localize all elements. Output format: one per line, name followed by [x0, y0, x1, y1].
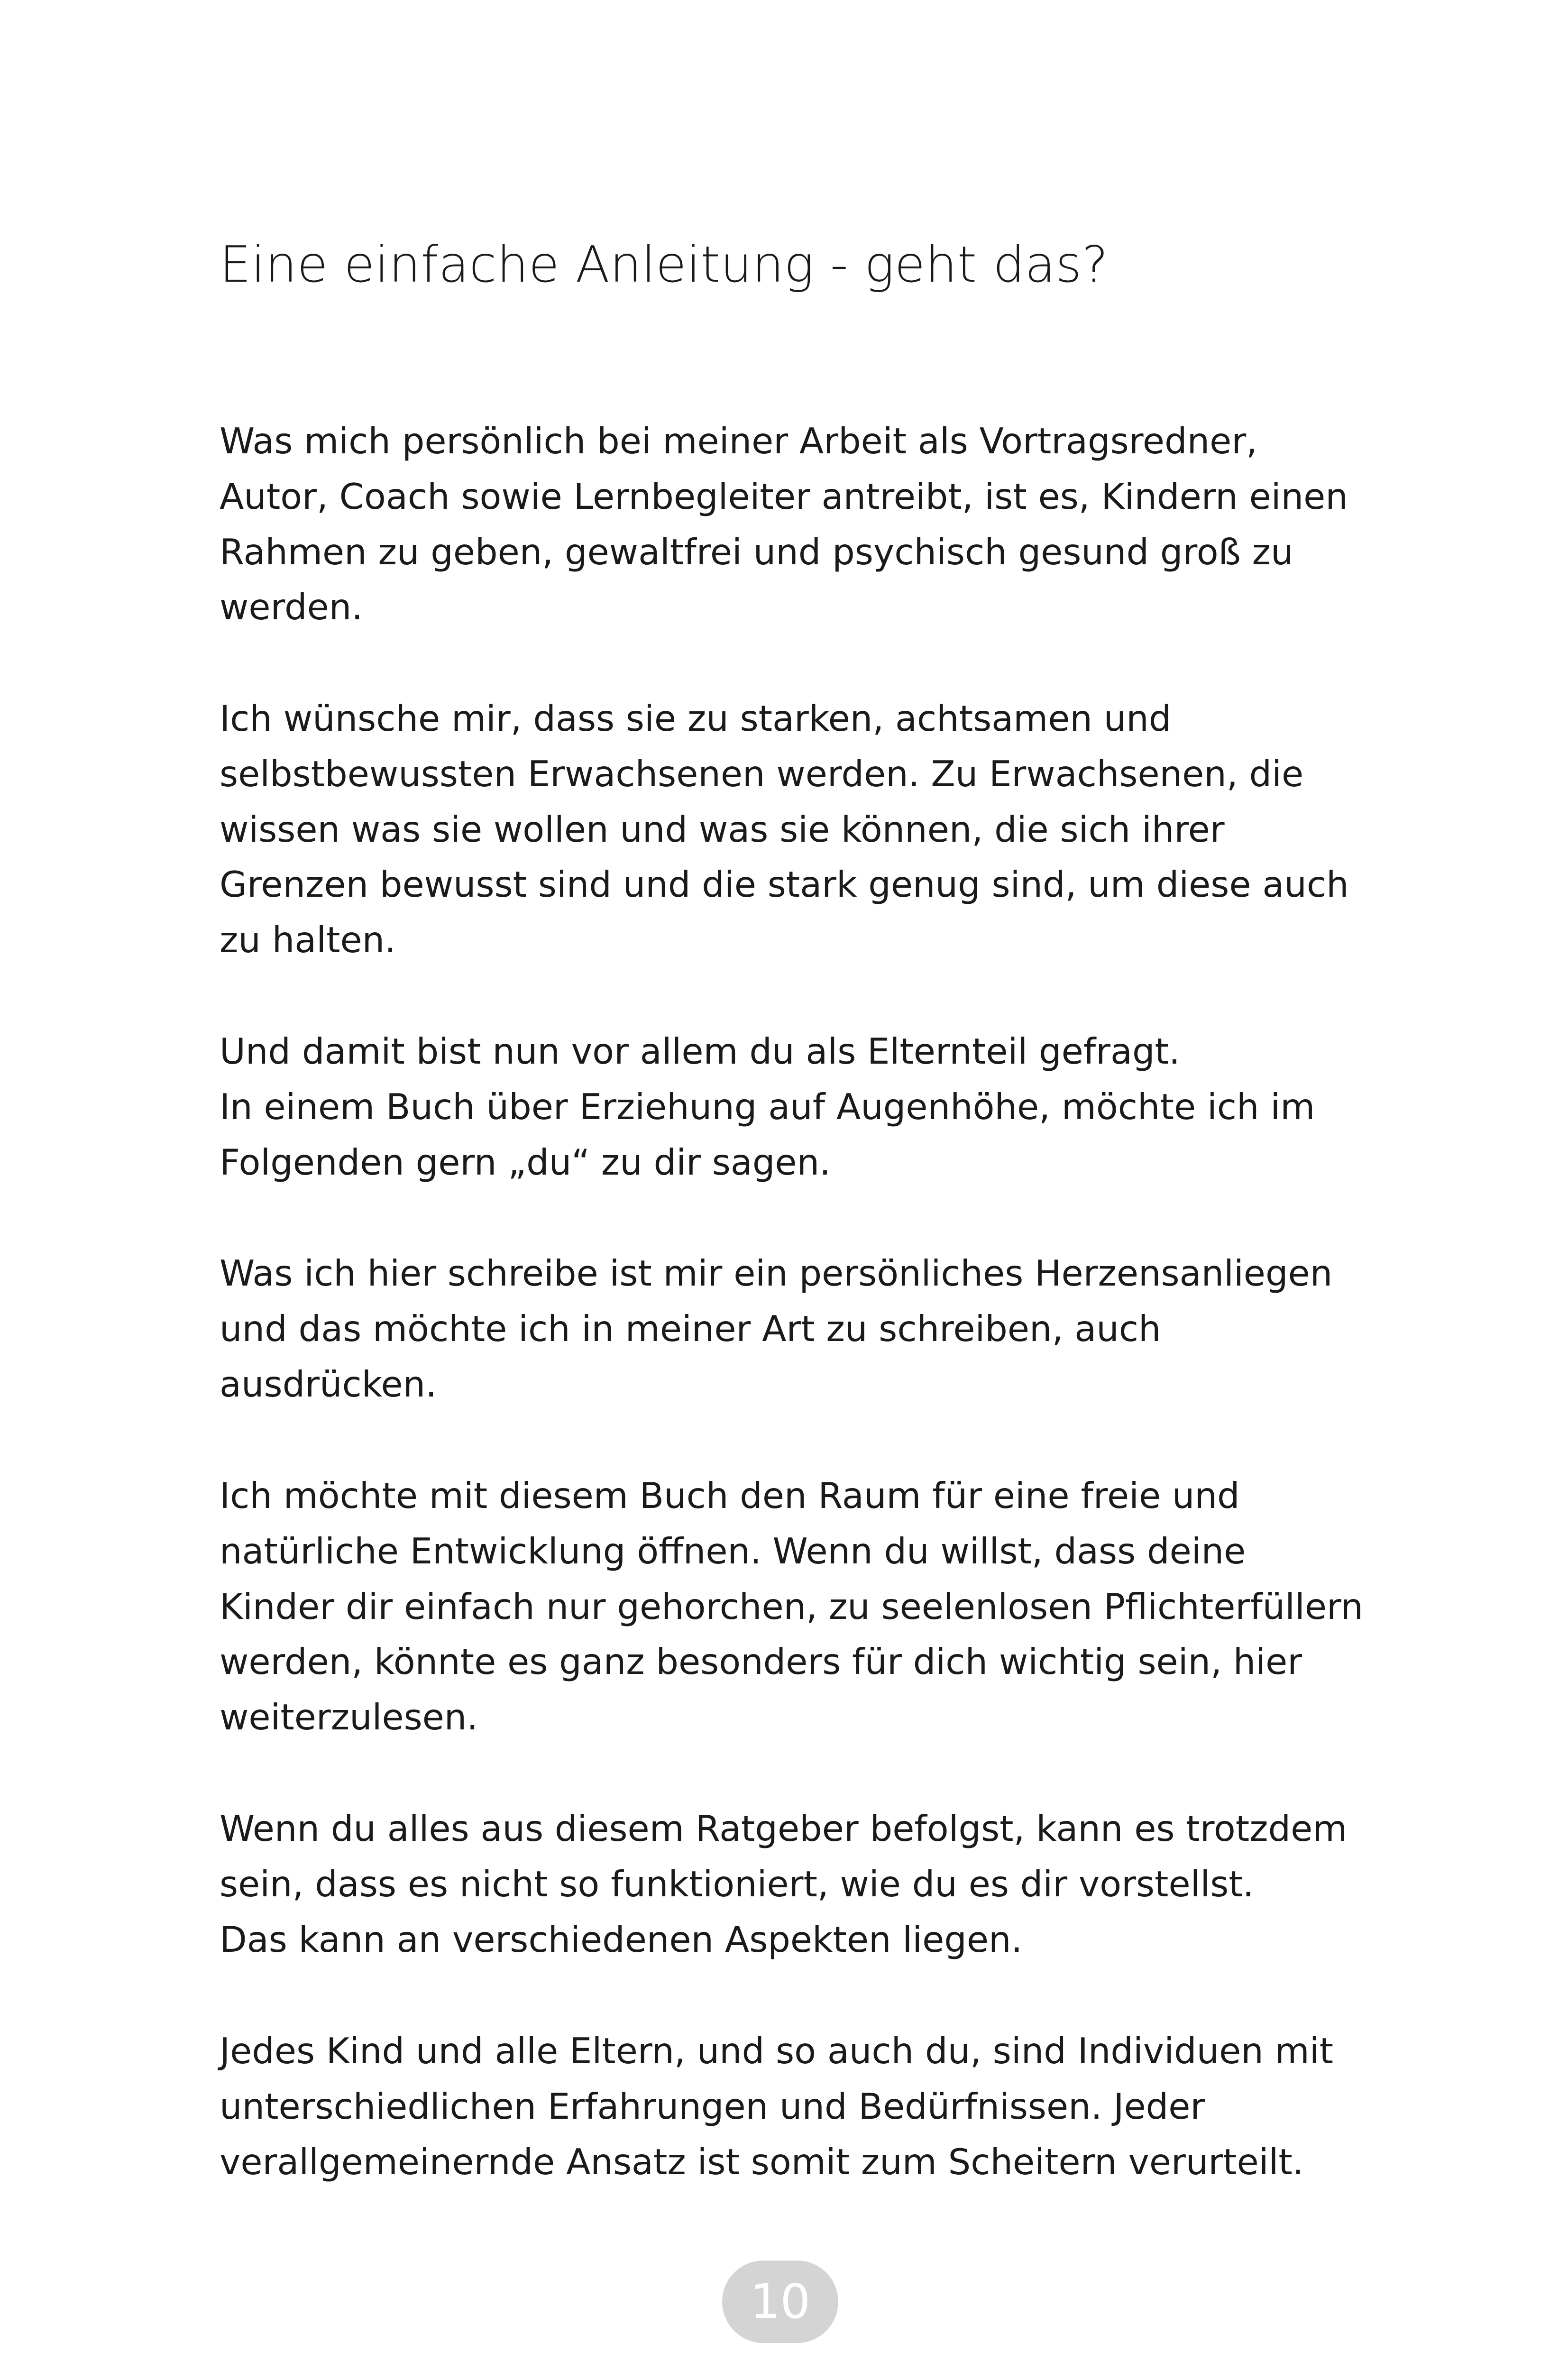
- page-title: Eine einfache Anleitung - geht das?: [220, 236, 1109, 294]
- text-line: werden, könnte es ganz besonders für dich wichtig sein, hier: [220, 1641, 1302, 1683]
- page-number-badge: [722, 2261, 838, 2343]
- text-line: Autor, Coach sowie Lernbegleiter antreibt, ist es, Kindern einen: [220, 475, 1348, 517]
- text-line: selbstbewussten Erwachsenen werden. Zu Erwachsenen, die: [220, 753, 1304, 795]
- text-line: Ich möchte mit diesem Buch den Raum für eine freie und: [220, 1475, 1240, 1516]
- text-line: Und damit bist nun vor allem du als Elternteil gefragt.: [220, 1030, 1180, 1072]
- text-line: Grenzen bewusst sind und die stark genug sind, um diese auch: [220, 864, 1349, 906]
- text-line: Das kann an verschiedenen Aspekten liegen.: [220, 1918, 1023, 1960]
- text-line: weiterzulesen.: [220, 1696, 478, 1738]
- text-line: zu halten.: [220, 919, 396, 961]
- text-line: ausdrücken.: [220, 1363, 437, 1405]
- text-line: natürliche Entwicklung öffnen. Wenn du willst, dass deine: [220, 1530, 1246, 1572]
- paragraph-2: [220, 691, 1349, 968]
- text-line: Wenn du alles aus diesem Ratgeber befolgst, kann es trotzdem: [220, 1808, 1348, 1849]
- paragraph-4: [220, 1246, 1332, 1412]
- page-number: 10: [750, 2274, 811, 2329]
- text-line: und das möchte ich in meiner Art zu schreiben, auch: [220, 1307, 1161, 1350]
- paragraph-7: [220, 2023, 1333, 2189]
- text-line: Folgenden gern „du“ zu dir sagen.: [220, 1141, 831, 1183]
- text-line: verallgemeinernde Ansatz ist somit zum Scheitern verurteilt.: [220, 2141, 1304, 2183]
- paragraph-3: [220, 1024, 1315, 1190]
- text-line: Was mich persönlich bei meiner Arbeit als Vortragsredner,: [220, 420, 1257, 462]
- text-line: In einem Buch über Erziehung auf Augenhöhe, möchte ich im: [220, 1085, 1315, 1128]
- text-line: Kinder dir einfach nur gehorchen, zu seelenlosen Pflichterfüllern: [220, 1585, 1364, 1627]
- paragraph-5: [220, 1468, 1363, 1745]
- text-line: Rahmen zu geben, gewaltfrei und psychisch gesund groß zu: [220, 531, 1293, 573]
- text-line: sein, dass es nicht so funktioniert, wie du es dir vorstellst.: [220, 1863, 1254, 1905]
- paragraph-1: [220, 414, 1348, 635]
- text-line: unterschiedlichen Erfahrungen und Bedürfnissen. Jeder: [220, 2085, 1205, 2127]
- text-line: Ich wünsche mir, dass sie zu starken, achtsamen und: [220, 698, 1172, 739]
- text-line: werden.: [220, 586, 363, 628]
- text-line: wissen was sie wollen und was sie können, die sich ihrer: [220, 808, 1225, 850]
- paragraph-6: [220, 1801, 1347, 1967]
- text-line: Was ich hier schreibe ist mir ein persönliches Herzensanliegen: [220, 1252, 1333, 1294]
- text-line: Jedes Kind und alle Eltern, und so auch du, sind Individuen mit: [220, 2030, 1333, 2072]
